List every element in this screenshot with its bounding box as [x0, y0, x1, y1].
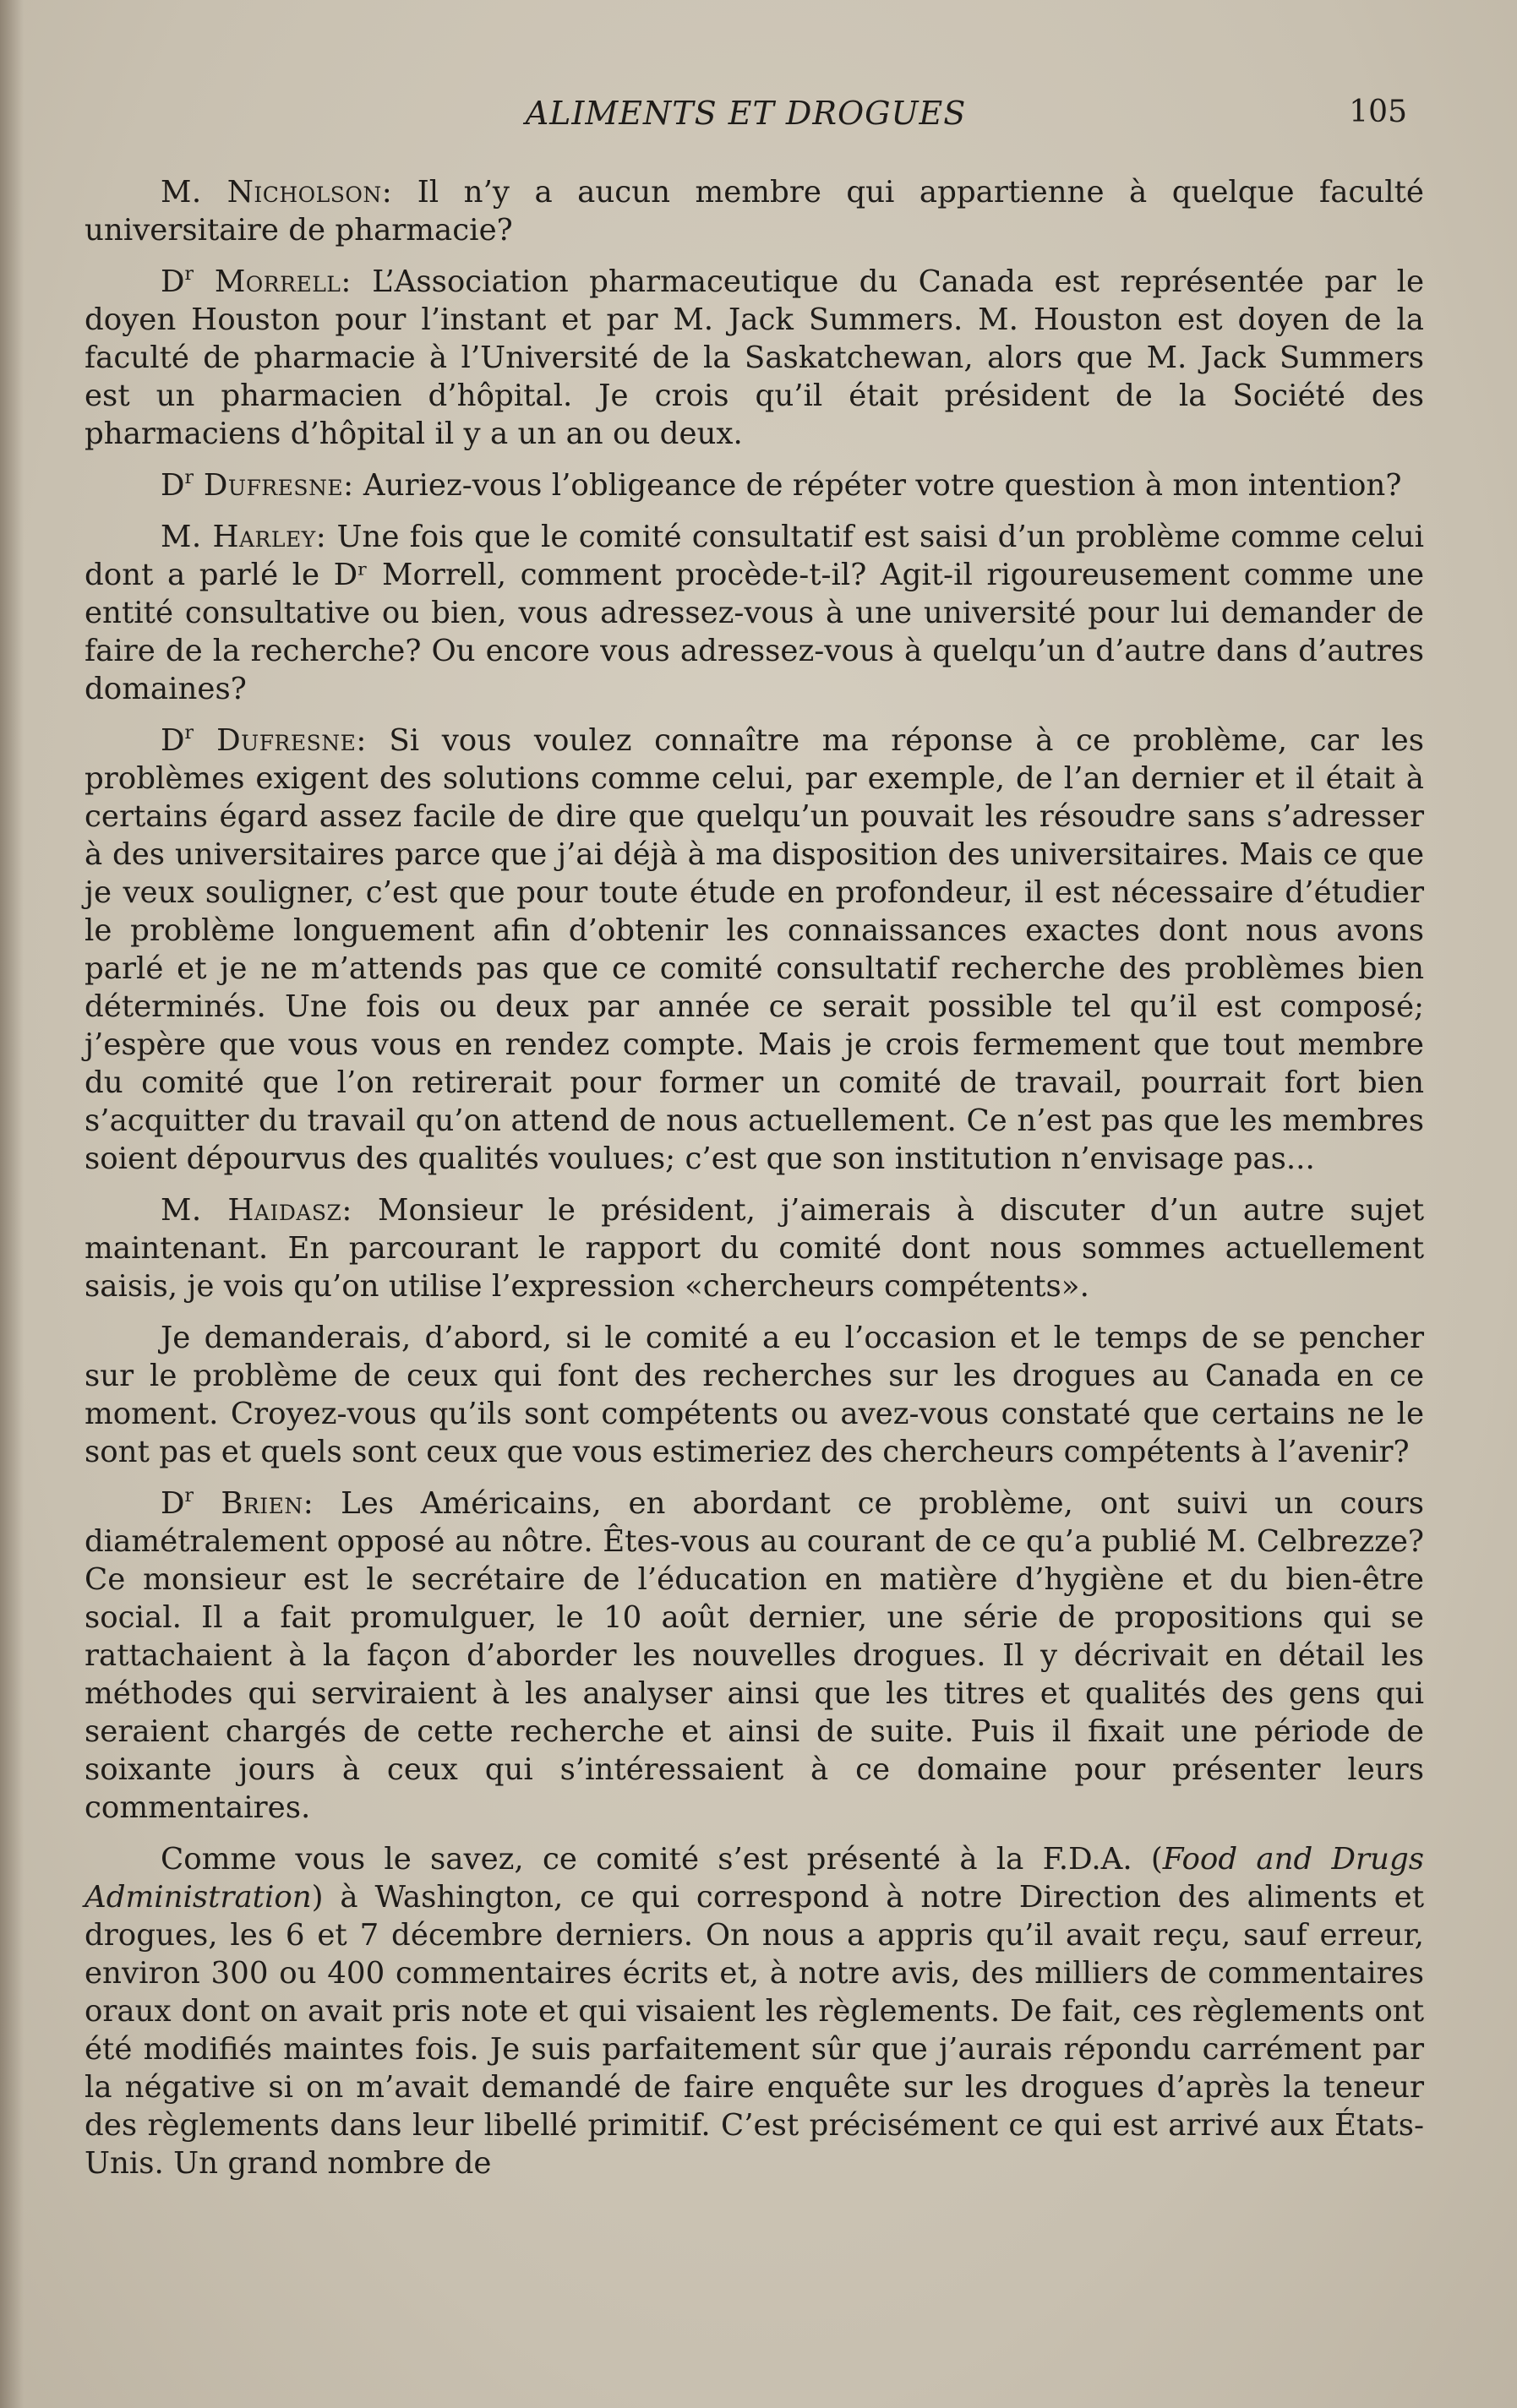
- page-number: 105: [1349, 95, 1407, 129]
- paragraph-text: ) à Washington, ce qui correspond à notre Direction des aliments et drogues, les 6 et 7 décembre derniers. On nous a appris qu’il avait reçu, sauf erreur, environ 300 ou 400 commentaires écrits et, à notre avis, des milliers de commentaires oraux dont on avait pris note et qui visaient les règlements. De fait, ces règlements ont été modifiés maintes fois. Je suis parfaitement sûr que j’aurais répondu carrément par la négative si on m’avait demandé de faire enquête sur les drogues d’après la teneur des règlements dans leur libellé primitif. C’est précisément ce qui est arrivé aux États-Unis. Un grand nombre de: [85, 1880, 1424, 2181]
- speaker-title: D: [161, 264, 185, 299]
- paragraph-text: Il n’y a aucun membre qui appartienne à quelque faculté universitaire de pharmacie?: [85, 175, 1424, 248]
- paragraph-text: L’Association pharmaceutique du Canada est représentée par le doyen Houston pour l’instant et par M. Jack Summers. M. Houston est doyen de la faculté de pharmacie à l’Université de la Saskatchewan, alors que M. Jack Summers est un pharmacien d’hôpital. Je crois qu’il était président de la Société des pharmaciens d’hôpital il y a un an ou deux.: [85, 264, 1424, 451]
- paragraph-text: Les Américains, en abordant ce problème, ont suivi un cours diamétralement opposé au nôtre. Êtes-vous au courant de ce qu’a publié M. Celbrezze? Ce monsieur est le secrétaire de l’éducation en matière d’hygiène et du bien-être social. Il a fait promulguer, le 10 août dernier, une série de propositions qui se rattachaient à la façon d’aborder les nouvelles drogues. Il y décrivait en détail les méthodes qui serviraient à les analyser ainsi que les titres et qualités des gens qui seraient chargés de cette recherche et ainsi de suite. Puis il fixait une période de soixante jours à ceux qui s’intéressaient à ce domaine pour présenter leurs commentaires.: [85, 1486, 1424, 1825]
- speaker-title-sup: r: [184, 264, 194, 285]
- paragraph-text: Si vous voulez connaître ma réponse à ce problème, car les problèmes exigent des solutions comme celui, par exemple, de l’an dernier et il était à certains égard assez facile de dire que quelqu’un pouvait les résoudre sans s’adresser à des universitaires parce que j’ai déjà à ma disposition des universitaires. Mais ce que je veux souligner, c’est que pour toute étude en profondeur, il est nécessaire d’étudier le problème longuement afin d’obtenir les connaissances exactes dont nous avons parlé et je ne m’attends pas que ce comité consultatif recherche des problèmes bien déterminés. Une fois ou deux par année ce serait possible tel qu’il est composé; j’espère que vous vous en rendez compte. Mais je crois fermement que tout membre du comité que l’on retirerait pour former un comité de travail, pourrait fort bien s’acquitter du travail qu’on attend de nous actuellement. Ce n’est pas que les membres soient dépourvus des qualités voulues; c’est que son institution n’envisage pas...: [85, 723, 1424, 1176]
- speaker-title-sup: r: [184, 467, 194, 488]
- paragraph-haidasz-continued: [85, 1319, 1424, 1471]
- speaker-name: M. Harley:: [161, 520, 327, 554]
- paragraph-brien-continued: [85, 1840, 1424, 2182]
- speaker-title: D: [161, 723, 185, 758]
- italic-text: Food and Drugs Administration: [85, 1842, 1424, 1915]
- page-spine-shadow: [0, 0, 24, 2408]
- speaker-name: Dufresne:: [194, 723, 367, 758]
- paragraph-text: Monsieur le président, j’aimerais à discuter d’un autre sujet maintenant. En parcourant le rapport du comité dont nous sommes actuellement saisis, je vois qu’on utilise l’expression «chercheurs compétents».: [85, 1193, 1424, 1304]
- speaker-name: Brien:: [194, 1486, 314, 1521]
- speaker-title-sup: r: [184, 1485, 194, 1506]
- paragraph-text-before: Comme vous le savez, ce comité s’est présenté à la F.D.A. (: [161, 1842, 1163, 1877]
- paragraph-dufresne-1: [85, 466, 1424, 504]
- speaker-name: Morrell:: [194, 264, 352, 299]
- paragraph-text: Je demanderais, d’abord, si le comité a eu l’occasion et le temps de se pencher sur le problème de ceux qui font des recherches sur les drogues au Canada en ce moment. Croyez-vous qu’ils sont compétents ou avez-vous constaté que certains ne le sont pas et quels sont ceux que vous estimeriez des chercheurs compétents à l’avenir?: [85, 1321, 1424, 1469]
- paragraph-brien: [85, 1485, 1424, 1827]
- speaker-name: M. Haidasz:: [161, 1193, 352, 1228]
- page-header: [85, 95, 1407, 145]
- paragraph-dufresne-2: [85, 722, 1424, 1178]
- paragraph-harley: [85, 518, 1424, 708]
- speaker-name: Dufresne:: [194, 468, 354, 503]
- running-title: ALIMENTS ET DROGUES: [525, 95, 967, 132]
- body-text: [85, 173, 1424, 2196]
- paragraph-morrell: [85, 263, 1424, 453]
- paragraph-text: Auriez-vous l’obligeance de répéter votre question à mon intention?: [353, 468, 1402, 503]
- speaker-title: D: [161, 468, 185, 503]
- speaker-title: D: [161, 1486, 185, 1521]
- paragraph-text: Une fois que le comité consultatif est saisi d’un problème comme celui dont a parlé le Dʳ Morrell, comment procède-t-il? Agit-il rigoureusement comme une entité consultative ou bien, vous adressez-vous à une université pour lui demander de faire de la recherche? Ou encore vous adressez-vous à quelqu’un d’autre dans d’autres domaines?: [85, 520, 1425, 706]
- speaker-title-sup: r: [184, 722, 194, 744]
- paragraph-nicholson: [85, 173, 1424, 249]
- speaker-name: M. Nicholson:: [161, 175, 393, 210]
- paragraph-haidasz: [85, 1191, 1424, 1305]
